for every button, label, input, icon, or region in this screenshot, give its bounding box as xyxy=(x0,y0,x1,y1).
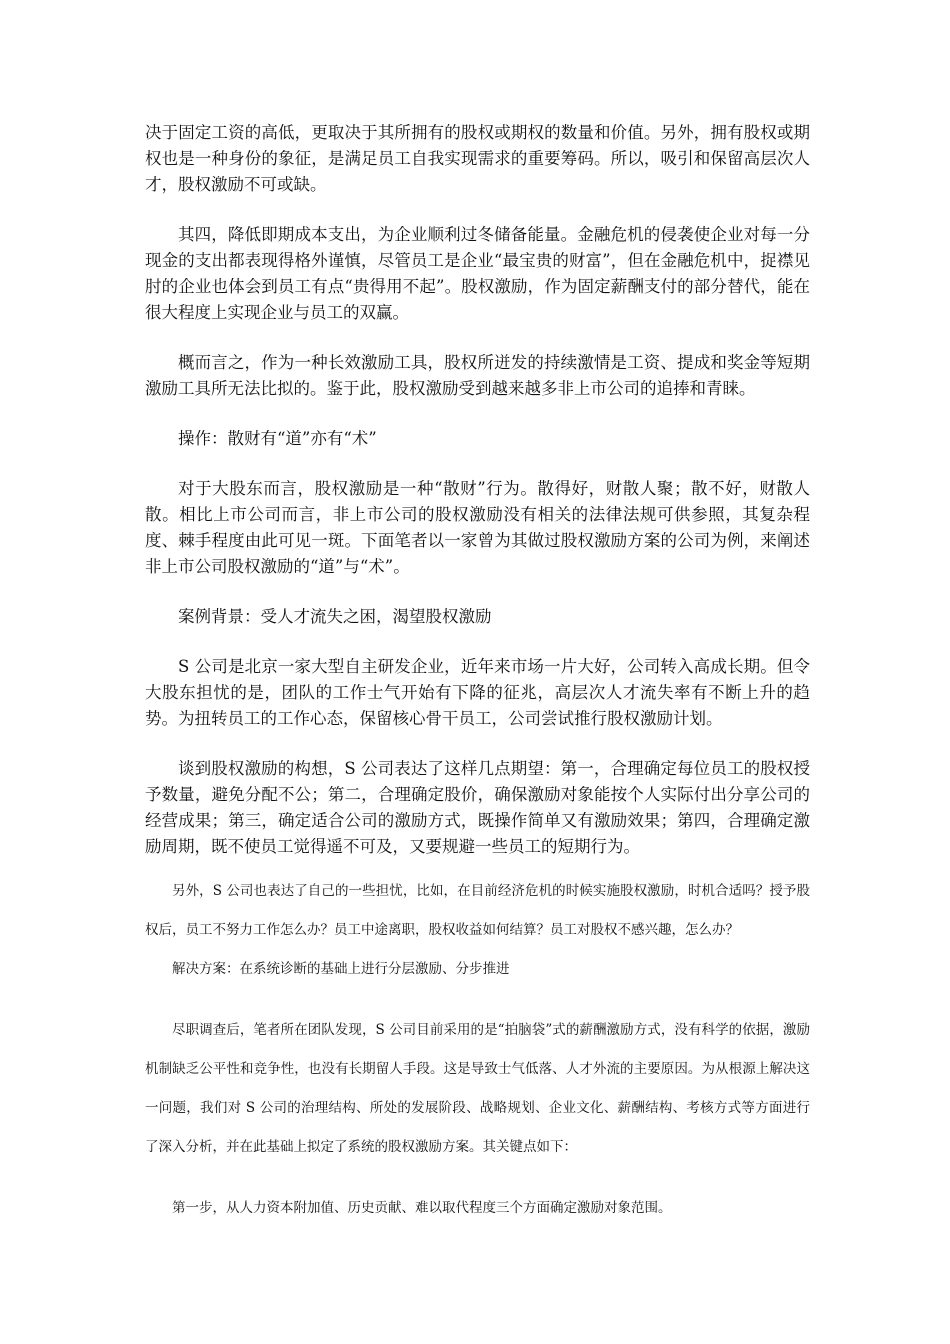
section-heading-operation: 操作：散财有“道”亦有“术” xyxy=(178,429,377,448)
paragraph-7: 另外，S 公司也表达了自己的一些担忧，比如，在目前经济危机的时候实施股权激励，时机合适吗？授予股权后，员工不努力工作怎么办？员工中途离职，股权收益如何结算？员工对股权不感兴趣，怎么办？ xyxy=(145,883,810,938)
paragraph-1: 决于固定工资的高低，更取决于其所拥有的股权或期权的数量和价值。另外，拥有股权或期权也是一种身份的象征，是满足员工自我实现需求的重要筹码。所以，吸引和保留高层次人才，股权激励不可或缺。 xyxy=(145,123,810,194)
paragraph-8: 尽职调查后，笔者所在团队发现，S 公司目前采用的是“拍脑袋”式的薪酬激励方式，没有科学的依据，激励机制缺乏公平性和竞争性，也没有长期留人手段。这是导致士气低落、人才外流的主要原因。为从根源上解决这一问题，我们对 S 公司的治理结构、所处的发展阶段、战略规划、企业文化、薪酬结构、考核方式等方面进行了深入分析，并在此基础上拟定了系统的股权激励方案。其关键点如下： xyxy=(145,1022,810,1155)
paragraph-4: 对于大股东而言，股权激励是一种“散财”行为。散得好，财散人聚；散不好，财散人散。相比上市公司而言，非上市公司的股权激励没有相关的法律法规可供参照，其复杂程度、棘手程度由此可见一斑。下面笔者以一家曾为其做过股权激励方案的公司为例，来阐述非上市公司股权激励的“道”与“术”。 xyxy=(145,479,810,576)
paragraph-6: 谈到股权激励的构想，S 公司表达了这样几点期望：第一，合理确定每位员工的股权授予数量，避免分配不公；第二，合理确定股价，确保激励对象能按个人实际付出分享公司的经营成果；第三，确定适合公司的激励方式，既操作简单又有激励效果；第四，合理确定激励周期，既不使员工觉得遥不可及，又要规避一些员工的短期行为。 xyxy=(145,759,810,856)
document-page xyxy=(145,120,810,1228)
paragraph-3: 概而言之，作为一种长效激励工具，股权所迸发的持续激情是工资、提成和奖金等短期激励工具所无法比拟的。鉴于此，股权激励受到越来越多非上市公司的追捧和青睐。 xyxy=(145,353,810,398)
section-heading-solution: 解决方案：在系统诊断的基础上进行分层激励、分步推进 xyxy=(172,961,510,977)
section-heading-case-background: 案例背景：受人才流失之困，渴望股权激励 xyxy=(178,607,492,626)
paragraph-5: S 公司是北京一家大型自主研发企业，近年来市场一片大好，公司转入高成长期。但令大股东担忧的是，团队的工作士气开始有下降的征兆，高层次人才流失率有不断上升的趋势。为扭转员工的工作心态，保留核心骨干员工，公司尝试推行股权激励计划。 xyxy=(145,657,810,728)
paragraph-2: 其四，降低即期成本支出，为企业顺利过冬储备能量。金融危机的侵袭使企业对每一分现金的支出都表现得格外谨慎，尽管员工是企业“最宝贵的财富”，但在金融危机中，捉襟见肘的企业也体会到员工有点“贵得用不起”。股权激励，作为固定薪酬支付的部分替代，能在很大程度上实现企业与员工的双赢。 xyxy=(145,225,810,322)
paragraph-9: 第一步，从人力资本附加值、历史贡献、难以取代程度三个方面确定激励对象范围。 xyxy=(172,1200,672,1216)
